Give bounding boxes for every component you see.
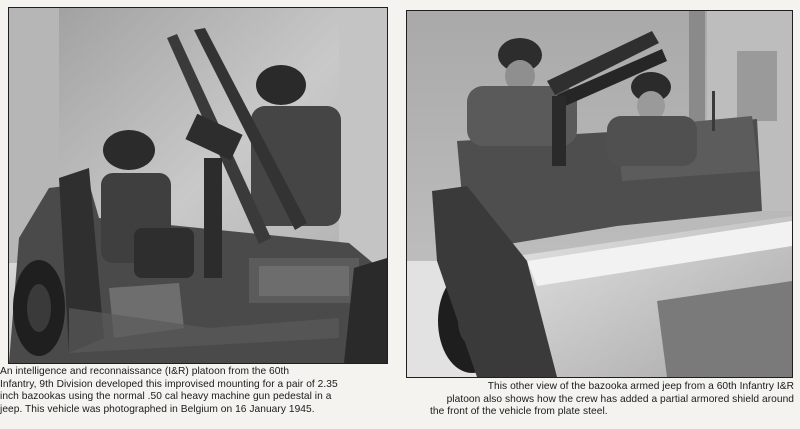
jeep-armored-shield-photo-icon — [407, 11, 792, 377]
caption-left-line-4: jeep. This vehicle was photographed in Belgium on 16 January 1945. — [0, 403, 315, 415]
caption-right-line-1: This other view of the bazooka armed jeep from a 60th Infantry I&R — [487, 381, 794, 392]
photo-right-jeep-front-view — [406, 10, 793, 378]
jeep-twin-bazookas-photo-icon — [9, 8, 387, 363]
caption-right-line-2: platoon also shows how the crew has added a partial armored shield around — [446, 393, 794, 405]
caption-right-line-3: the front of the vehicle from plate steel. — [430, 406, 608, 417]
caption-left — [0, 366, 396, 416]
caption-left-line-1: An intelligence and reconnaissance (I&R) platoon from the 60th — [0, 366, 290, 377]
caption-left-line-2: Infantry, 9th Division developed this improvised mounting for a pair of 2.35 — [0, 378, 338, 390]
caption-right — [418, 381, 794, 419]
caption-left-line-3: inch bazookas using the normal .50 cal heavy machine gun pedestal in a — [0, 391, 332, 402]
photo-left-jeep-rear-view — [8, 7, 388, 364]
